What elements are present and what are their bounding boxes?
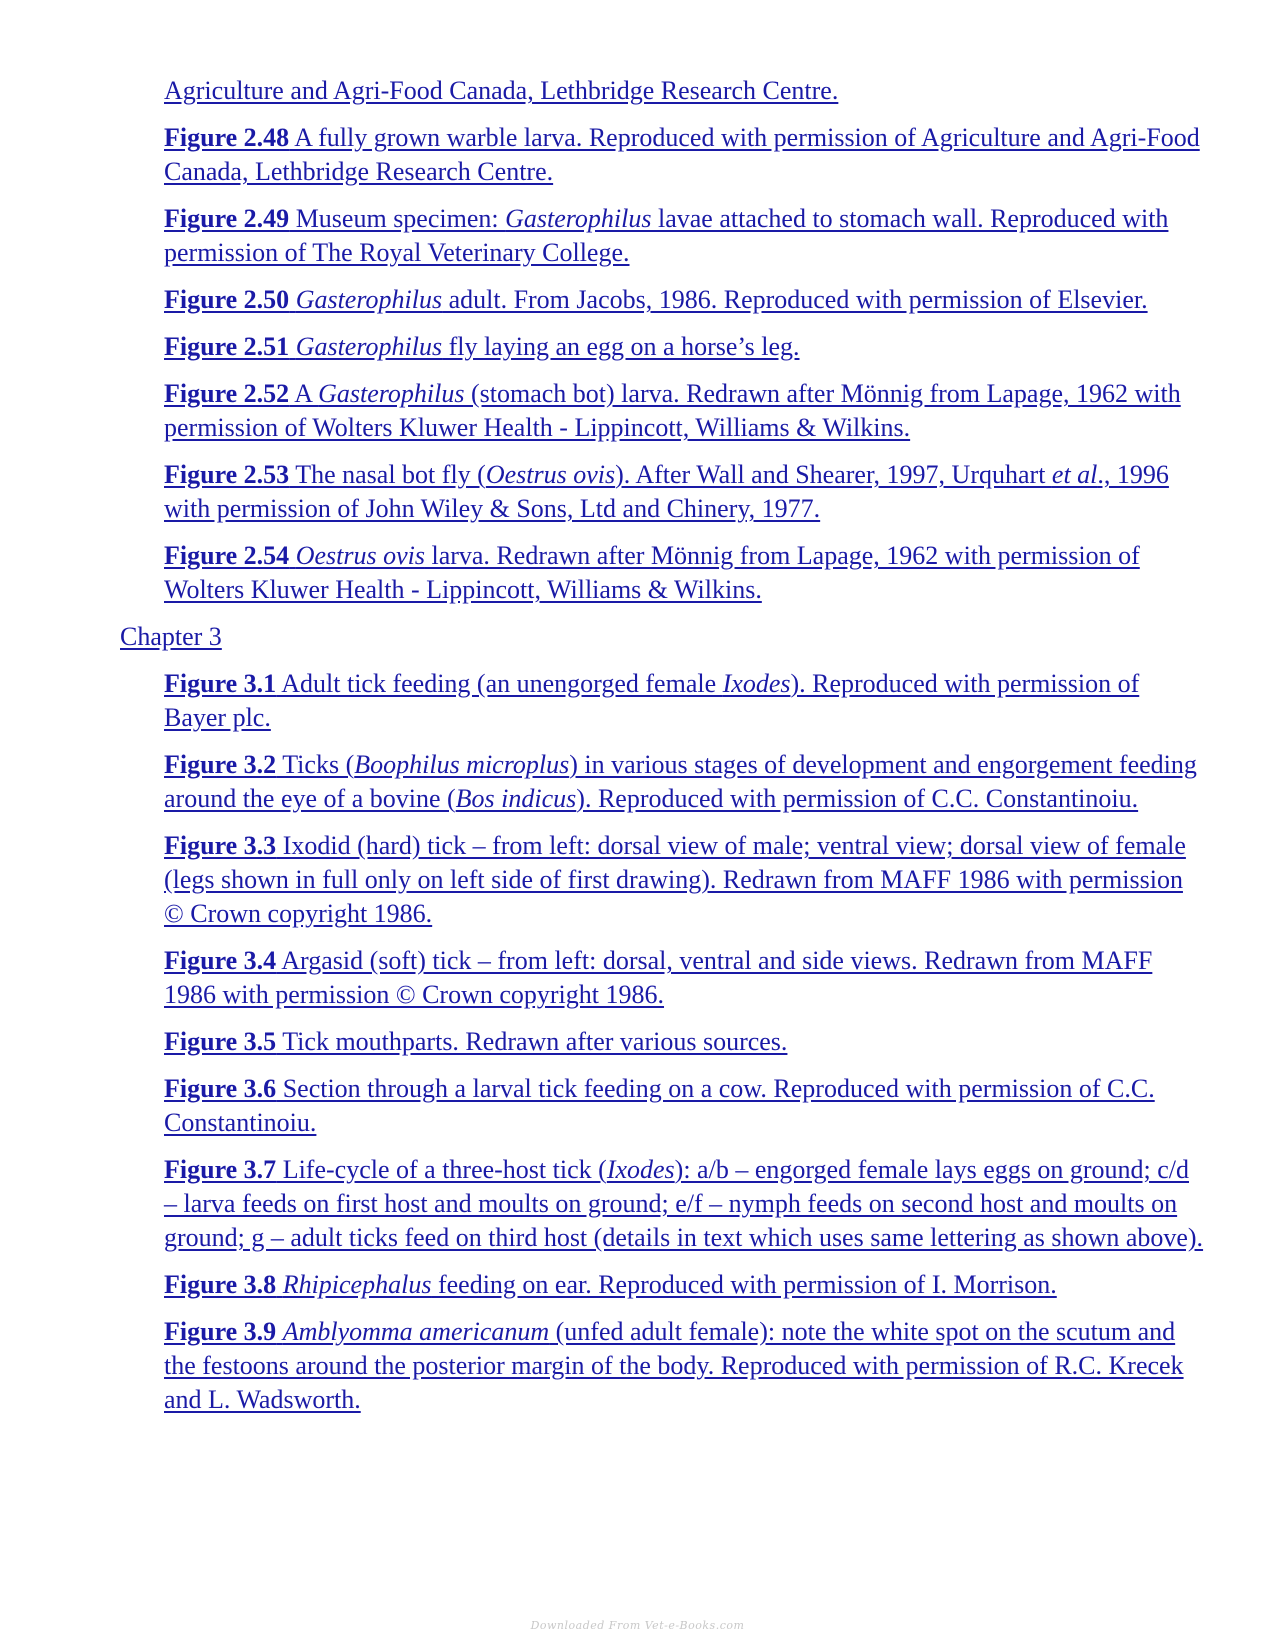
credit-text: larva. Redrawn after Mönnig from Lapage, 1962 with permission of Wolters Kluwer Health - Lippincott, Williams & Wilkins. [164, 541, 1140, 604]
credit-link[interactable] [164, 460, 1169, 523]
figure-credit-entry [164, 1315, 1204, 1417]
italic-taxon-text: Gasterophilus [318, 379, 465, 408]
figure-credit-entry [164, 283, 1204, 317]
italic-taxon-text: Gasterophilus [505, 204, 652, 233]
figure-credit-entry [164, 829, 1204, 931]
credit-text: A fully grown warble larva. Reproduced with permission of Agriculture and Agri-Food Canada, Lethbridge Research Centre. [164, 123, 1200, 186]
italic-taxon-text: Bos indicus [455, 784, 577, 813]
credit-text: Ixodid (hard) tick – from left: dorsal view of male; ventral view; dorsal view of female (legs shown in full only on left side of first drawing). Redrawn from MAFF 1986 with permission © Crown copyright 1986. [164, 831, 1186, 928]
figure-credit-entry [164, 330, 1204, 364]
credit-text: (unfed adult female): note the white spot on the scutum and the festoons around the posterior margin of the body. Reproduced with permission of R.C. Krecek and L. Wadsworth. [164, 1317, 1184, 1414]
italic-taxon-text: Ixodes [606, 1155, 675, 1184]
credit-link[interactable] [164, 1074, 1155, 1137]
credit-link[interactable] [164, 379, 1181, 442]
credit-link[interactable] [164, 332, 800, 361]
figure-credit-entry [164, 667, 1204, 735]
figure-credits-list [120, 74, 1204, 1430]
chapter-heading-link [120, 620, 1204, 654]
credit-link[interactable] [164, 1027, 787, 1056]
figure-number: Figure 2.54 [164, 541, 290, 570]
credit-text: Chapter 3 [120, 622, 222, 651]
credit-link[interactable] [164, 1270, 1057, 1299]
credit-text: (stomach bot) larva. Redrawn after Mönnig from Lapage, 1962 with permission of Wolters Kluwer Health - Lippincott, Williams & Wilkins. [164, 379, 1181, 442]
footer-watermark: Downloaded From Vet-e-Books.com [530, 1619, 745, 1632]
figure-number: Figure 3.5 [164, 1027, 277, 1056]
credit-text: ). Reproduced with permission of C.C. Constantinoiu. [576, 784, 1139, 813]
figure-number: Figure 2.50 [164, 285, 290, 314]
figure-credit-entry [164, 202, 1204, 270]
figure-number: Figure 3.6 [164, 1074, 277, 1103]
credit-text: Museum specimen: [289, 204, 506, 233]
credit-text: The nasal bot fly ( [289, 460, 486, 489]
figure-credit-entry [164, 1025, 1204, 1059]
credit-text: ., 1996 with permission of John Wiley & Sons, Ltd and Chinery, 1977. [164, 460, 1169, 523]
figure-credit-entry [164, 1268, 1204, 1302]
figure-credit-entry [164, 539, 1204, 607]
credit-link[interactable] [164, 831, 1186, 928]
figure-number: Figure 2.51 [164, 332, 290, 361]
figure-number: Figure 3.8 [164, 1270, 277, 1299]
figure-credit-entry [164, 748, 1204, 816]
credit-link[interactable] [120, 622, 222, 651]
figure-number: Figure 3.9 [164, 1317, 277, 1346]
credit-link[interactable] [164, 285, 1148, 314]
credit-link[interactable] [164, 204, 1168, 267]
credit-link[interactable] [164, 1155, 1203, 1252]
italic-taxon-text: Boophilus microplus [354, 750, 570, 779]
italic-taxon-text: Gasterophilus [295, 285, 443, 314]
credit-text: feeding on ear. Reproduced with permission of I. Morrison. [431, 1270, 1057, 1299]
figure-credit-entry [164, 944, 1204, 1012]
credit-text: ): a/b – engorged female lays eggs on ground; c/d – larva feeds on first host and moults on ground; e/f – nymph feeds on second host and moults on ground; g – adult ticks feed on third host (details in text which uses same lettering as shown above). [164, 1155, 1204, 1252]
italic-taxon-text: Amblyomma americanum [282, 1317, 550, 1346]
figure-number: Figure 2.49 [164, 204, 290, 233]
credit-link[interactable] [164, 123, 1200, 186]
figure-number: Figure 3.7 [164, 1155, 277, 1184]
italic-taxon-text: Ixodes [722, 669, 791, 698]
figure-credit-entry [164, 1072, 1204, 1140]
credit-text: adult. From Jacobs, 1986. Reproduced with permission of Elsevier. [442, 285, 1148, 314]
credit-text: ) in various stages of development and engorgement feeding around the eye of a bovine ( [164, 750, 1197, 813]
continued-credit-entry [164, 74, 1204, 108]
figure-credit-entry [164, 377, 1204, 445]
figure-credit-entry [164, 1153, 1204, 1255]
credit-link[interactable] [164, 1317, 1184, 1414]
credit-text: Section through a larval tick feeding on a cow. Reproduced with permission of C.C. Constantinoiu. [164, 1074, 1155, 1137]
figure-number: Figure 3.2 [164, 750, 277, 779]
figure-number: Figure 3.4 [164, 946, 277, 975]
credit-text: Agriculture and Agri-Food Canada, Lethbridge Research Centre. [164, 76, 839, 105]
credit-text: ). After Wall and Shearer, 1997, Urquhart [615, 460, 1052, 489]
credit-text: Tick mouthparts. Redrawn after various sources. [276, 1027, 788, 1056]
figure-number: Figure 2.53 [164, 460, 290, 489]
credit-link[interactable] [164, 669, 1139, 732]
italic-taxon-text: Oestrus ovis [485, 460, 616, 489]
figure-number: Figure 2.52 [164, 379, 290, 408]
credit-text: ). Reproduced with permission of Bayer plc. [164, 669, 1140, 732]
credit-text: lavae attached to stomach wall. Reproduced with permission of The Royal Veterinary College. [164, 204, 1169, 267]
figure-credit-entry [164, 458, 1204, 526]
figure-credit-entry [164, 121, 1204, 189]
italic-taxon-text: Gasterophilus [295, 332, 443, 361]
italic-taxon-text: et al [1051, 460, 1098, 489]
credit-text: fly laying an egg on a horse’s leg. [442, 332, 800, 361]
credit-text: Life-cycle of a three-host tick ( [276, 1155, 607, 1184]
italic-taxon-text: Oestrus ovis [295, 541, 425, 570]
credit-text: Ticks ( [276, 750, 355, 779]
credit-link[interactable] [164, 541, 1140, 604]
credit-text: A [289, 379, 319, 408]
italic-taxon-text: Rhipicephalus [282, 1270, 432, 1299]
credit-link[interactable] [164, 750, 1197, 813]
credit-link[interactable] [164, 76, 838, 105]
credit-text: Argasid (soft) tick – from left: dorsal, ventral and side views. Redrawn from MAFF 1986 with permission © Crown copyright 1986. [164, 946, 1153, 1009]
figure-number: Figure 2.48 [164, 123, 290, 152]
credit-link[interactable] [164, 946, 1152, 1009]
credit-text: Adult tick feeding (an unengorged female [276, 669, 723, 698]
figure-number: Figure 3.3 [164, 831, 277, 860]
figure-number: Figure 3.1 [164, 669, 277, 698]
